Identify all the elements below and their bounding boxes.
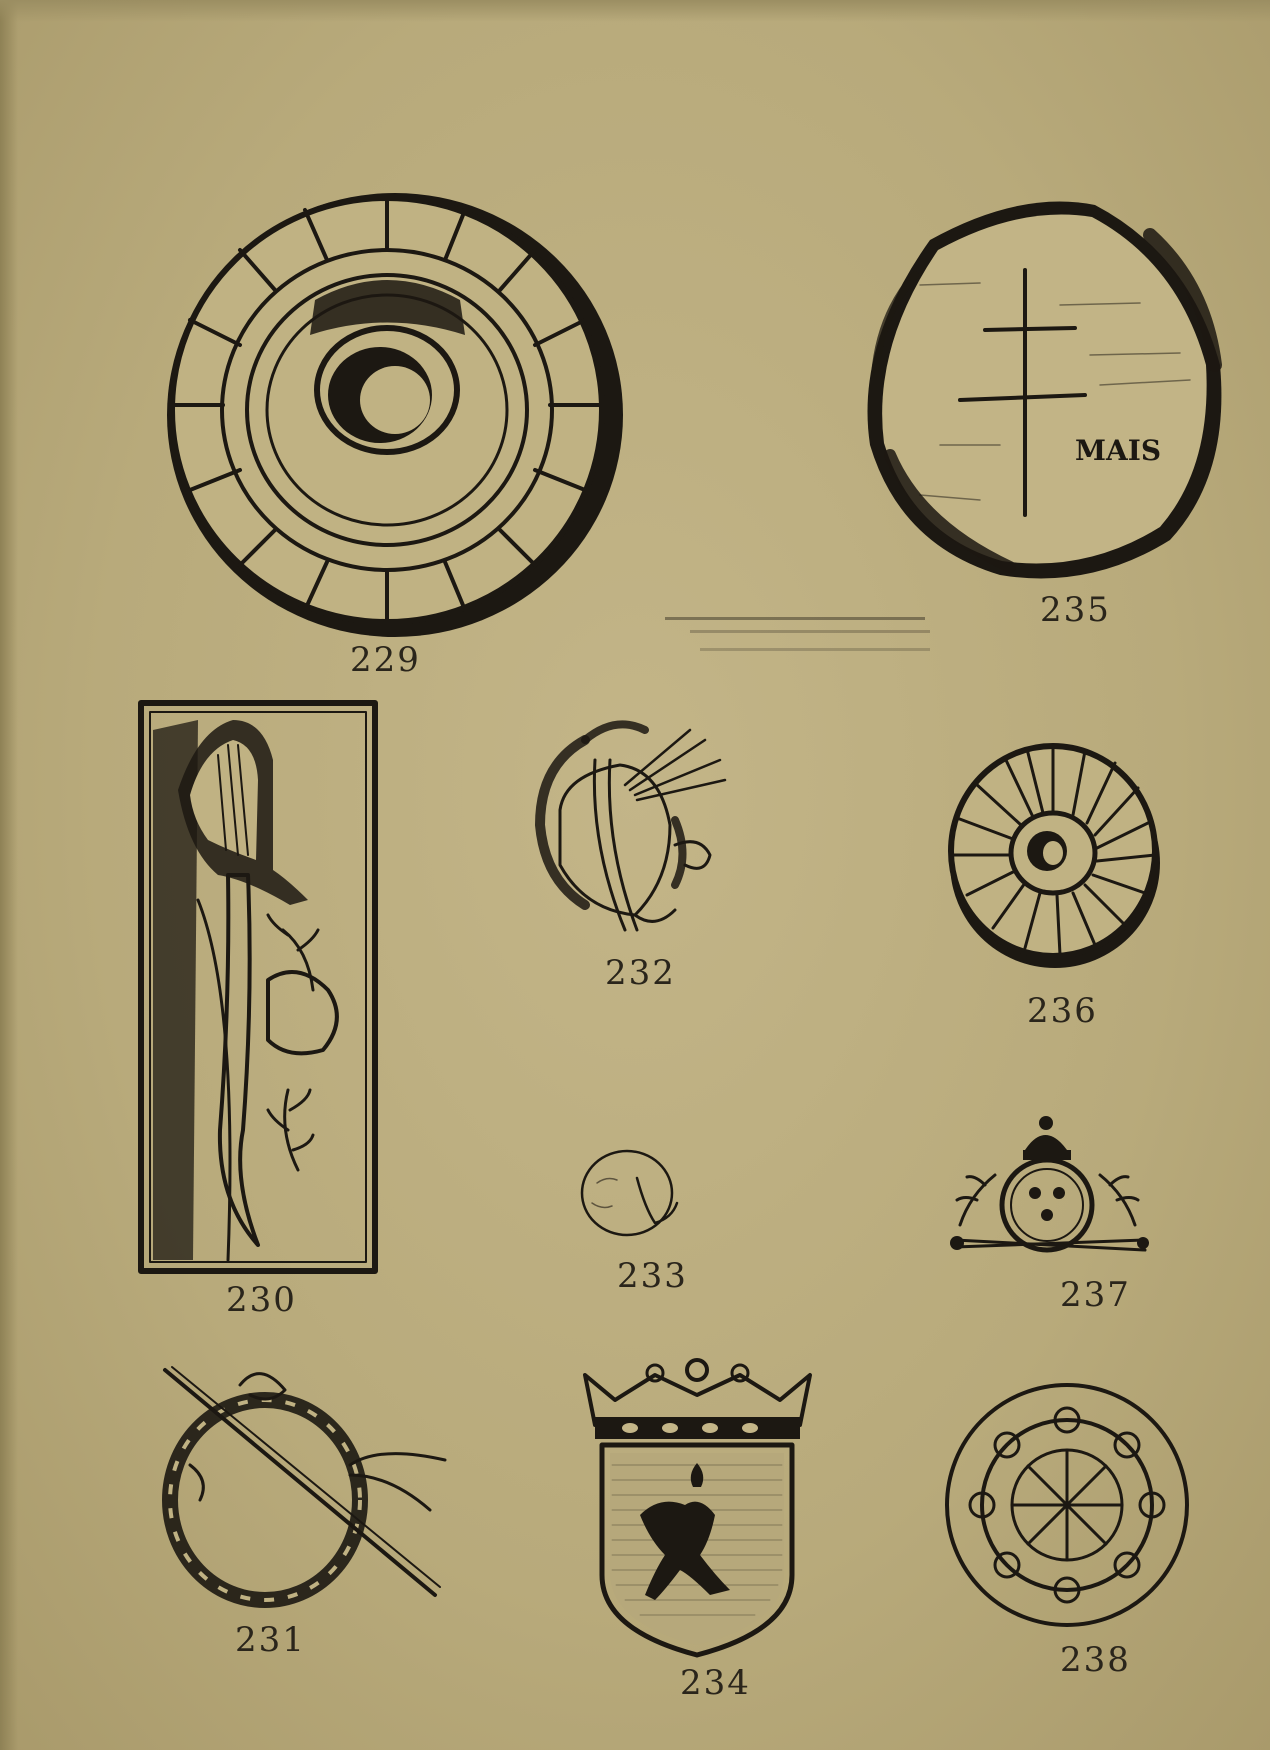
laurel-wreath-icon xyxy=(150,1365,450,1615)
figure-number-230: 230 xyxy=(226,1280,297,1320)
figure-number-234: 234 xyxy=(680,1663,751,1703)
figure-number-237: 237 xyxy=(1060,1275,1131,1315)
sword-icon xyxy=(138,700,383,1275)
figure-231 xyxy=(150,1365,450,1660)
spindle-whorl-icon xyxy=(165,190,625,640)
figure-234 xyxy=(580,1355,815,1703)
figure-number-232: 232 xyxy=(605,953,676,993)
small-disc-icon xyxy=(577,1148,687,1248)
ink-smudge xyxy=(665,617,925,620)
figure-number-235: 235 xyxy=(1040,590,1111,630)
crowned-escutcheon-icon xyxy=(945,1115,1155,1275)
figure-number-229: 229 xyxy=(350,640,421,680)
figure-number-233: 233 xyxy=(617,1256,688,1296)
figure-237 xyxy=(945,1115,1155,1315)
rayed-whorl-icon xyxy=(945,733,1165,973)
figure-238 xyxy=(942,1380,1192,1680)
figure-229 xyxy=(165,190,625,680)
ink-smudge xyxy=(700,648,930,651)
figure-230 xyxy=(138,700,383,1320)
figure-233 xyxy=(577,1148,688,1296)
figure-232 xyxy=(525,705,755,993)
figure-number-238: 238 xyxy=(1060,1640,1131,1680)
inscription-235: MAIS xyxy=(1075,434,1162,467)
figure-number-231: 231 xyxy=(235,1620,306,1660)
page-edge-shadow-top xyxy=(0,0,1270,22)
wreath-shield-arrows-icon xyxy=(525,705,755,935)
figure-236 xyxy=(945,733,1165,1031)
stone-disc-cross-icon xyxy=(860,195,1225,585)
ink-smudge xyxy=(690,630,930,633)
wheel-medallion-icon xyxy=(942,1380,1192,1630)
figure-235 xyxy=(860,195,1225,630)
figure-number-236: 236 xyxy=(1027,991,1098,1031)
crowned-coat-of-arms-icon xyxy=(580,1355,815,1660)
page-edge-shadow xyxy=(0,0,18,1750)
